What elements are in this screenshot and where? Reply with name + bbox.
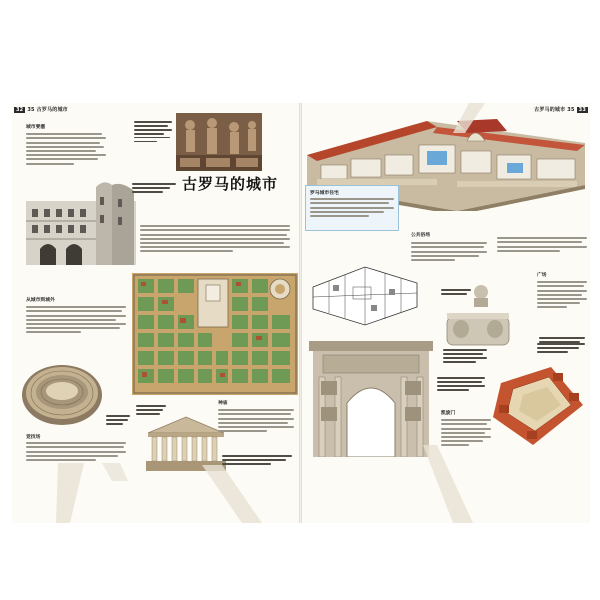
right-section-number: 35	[567, 107, 575, 113]
forum-aerial-illustration	[493, 365, 585, 447]
right-page	[301, 103, 590, 523]
arch-text	[441, 417, 491, 477]
bath-text	[411, 240, 487, 276]
statue-caption	[441, 287, 471, 297]
arch-caption	[437, 375, 485, 393]
triumphal-arch-illustration	[309, 341, 433, 457]
gate-caption	[132, 181, 176, 195]
house-text	[310, 196, 394, 228]
house-info-box	[305, 185, 399, 231]
main-title: 古罗马的城市	[182, 175, 279, 193]
amphitheater-caption	[106, 413, 130, 427]
forum-aerial-caption	[539, 335, 585, 345]
house-side-text	[497, 235, 587, 265]
book-spread	[12, 103, 590, 523]
arch-heading: 凯旋门	[441, 411, 456, 416]
right-page-number: 33	[578, 107, 586, 113]
city-gate-illustration	[26, 179, 136, 265]
house-heading: 罗马城市住宅	[310, 191, 339, 196]
fountain-basin	[443, 307, 513, 347]
house-plan-diagram	[309, 263, 421, 327]
left-section-number: 35	[27, 107, 35, 113]
amphitheater-heading: 竞技场	[26, 435, 41, 440]
temple-illustration	[146, 415, 226, 471]
left-page-header	[14, 106, 68, 113]
temple-heading: 神庙	[218, 401, 228, 406]
relief-caption	[134, 119, 172, 144]
amphitheater-illustration	[20, 361, 104, 427]
forum-text	[537, 279, 587, 335]
bath-heading-wrap	[411, 231, 487, 276]
town-plan-map	[132, 273, 298, 395]
forum-heading: 广场	[537, 273, 547, 278]
intro-text	[140, 223, 290, 269]
aqueduct-text	[26, 304, 126, 350]
right-page-header	[534, 106, 588, 113]
left-header-title: 古罗马的城市	[36, 107, 68, 113]
left-page	[12, 103, 300, 523]
right-header-title: 古罗马的城市	[534, 107, 566, 113]
city-gate-heading: 城市要塞	[26, 125, 46, 130]
light-ray-decoration-2	[202, 465, 262, 523]
light-ray-top	[451, 103, 491, 133]
light-ray-decoration	[48, 463, 128, 523]
left-page-number: 32	[16, 107, 24, 113]
temple-text	[218, 407, 294, 451]
fountain-caption	[443, 347, 487, 365]
bust-sculpture	[469, 283, 493, 307]
aqueduct-heading: 从城市到城外	[26, 298, 55, 303]
temple-caption	[136, 403, 166, 417]
relief-carving-image	[176, 113, 262, 171]
bath-heading: 公共浴场	[411, 233, 431, 238]
